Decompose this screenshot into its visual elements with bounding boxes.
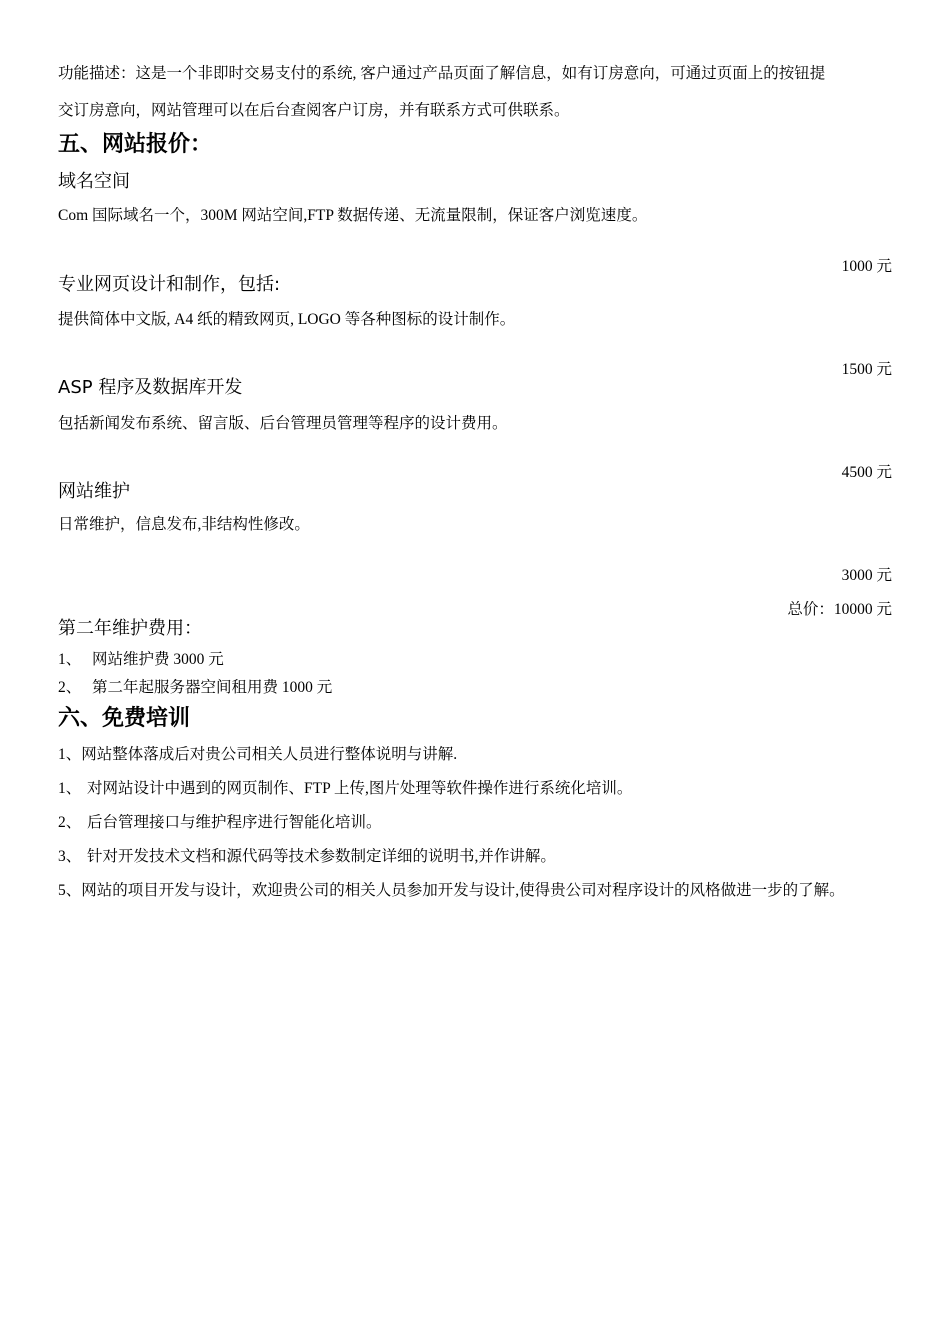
section-5-title: 五、网站报价： — [58, 132, 213, 157]
list-number: 3、 — [58, 848, 82, 865]
second-year-item — [58, 678, 332, 698]
list-number: 2、 — [58, 814, 82, 831]
list-number: 1、 — [58, 651, 82, 668]
list-text: 针对开发技术文档和源代码等技术参数制定详细的说明书,并作讲解。 — [87, 848, 556, 865]
list-text: 网站维护费 3000 元 — [92, 651, 224, 668]
training-closing: 5、网站的项目开发与设计，欢迎贵公司的相关人员参加开发与设计,使得贵公司对程序设计的风格做进一步的了解。 — [58, 882, 845, 899]
item-price-maintenance: 3000 元 — [841, 566, 892, 584]
item-desc-domain: Com 国际域名一个，300M 网站空间,FTP 数据传递、无流量限制，保证客户浏览速度。 — [58, 207, 648, 224]
list-number: 1、 — [58, 780, 82, 797]
list-text: 对网站设计中遇到的网页制作、FTP 上传,图片处理等软件操作进行系统化培训。 — [87, 780, 633, 797]
second-year-heading: 第二年维护费用： — [58, 618, 202, 639]
list-text: 后台管理接口与维护程序进行智能化培训。 — [87, 814, 382, 831]
item-heading-asp: ASP 程序及数据库开发 — [58, 377, 243, 398]
training-item — [58, 847, 556, 867]
item-desc-maintenance: 日常维护，信息发布,非结构性修改。 — [58, 516, 310, 533]
training-item — [58, 813, 382, 833]
second-year-item — [58, 650, 224, 670]
item-heading-design: 专业网页设计和制作，包括: — [58, 274, 281, 295]
list-text: 第二年起服务器空间租用费 1000 元 — [92, 679, 333, 696]
total-price: 总价：10000 元 — [787, 600, 892, 618]
list-number: 2、 — [58, 679, 82, 696]
training-item — [58, 779, 632, 799]
item-heading-maintenance: 网站维护 — [58, 481, 130, 502]
item-desc-design: 提供简体中文版, A4 纸的精致网页, LOGO 等各种图标的设计制作。 — [58, 311, 516, 328]
intro-line-2: 交订房意向，网站管理可以在后台查阅客户订房，并有联系方式可供联系。 — [58, 102, 570, 119]
item-price-domain: 1000 元 — [841, 257, 892, 275]
training-intro: 1、网站整体落成后对贵公司相关人员进行整体说明与讲解. — [58, 746, 458, 763]
item-desc-asp: 包括新闻发布系统、留言版、后台管理员管理等程序的设计费用。 — [58, 415, 508, 432]
section-6-title: 六、免费培训 — [58, 706, 191, 731]
intro-line-1: 功能描述：这是一个非即时交易支付的系统, 客户通过产品页面了解信息，如有订房意向，可通过页面上的按钮提 — [58, 65, 826, 82]
item-price-asp: 4500 元 — [841, 463, 892, 481]
item-price-design: 1500 元 — [841, 360, 892, 378]
item-heading-domain: 域名空间 — [58, 171, 130, 192]
